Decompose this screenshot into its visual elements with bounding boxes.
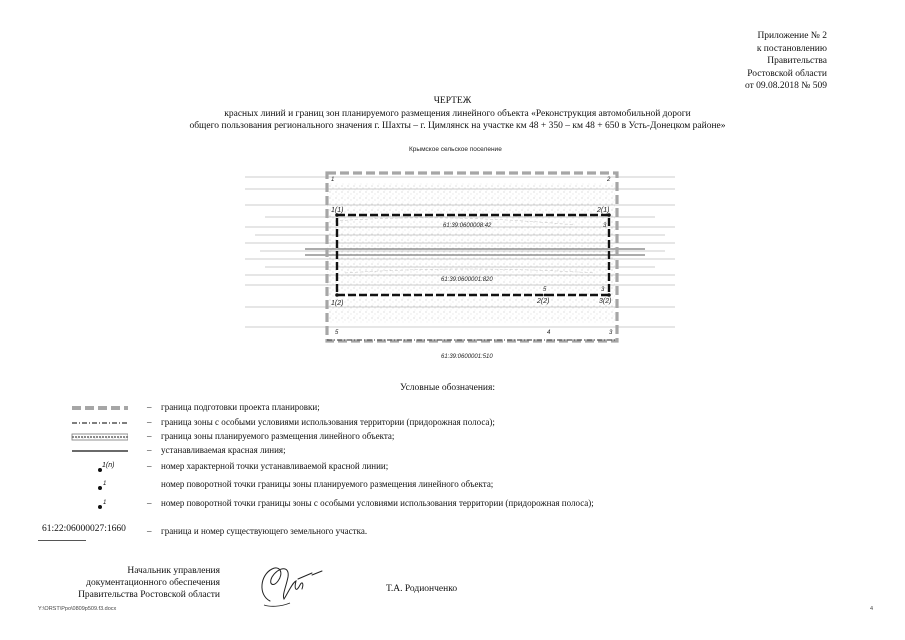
title-line-2: общего пользования регионального значения г. Шахты – г. Цимлянск на участке км 48 + 350 – км 48 + 650 в Усть-Донецком районе» xyxy=(189,121,726,132)
red-point-symbol xyxy=(70,461,128,473)
file-path: Y:\ORST\Ppo\0809p509.f3.docx xyxy=(38,606,117,612)
legend-item: 1(n) – номер характерной точки устанавливаемой красной линии; xyxy=(60,461,820,475)
legend-item: – граница зоны планируемого размещения линейного объекта; xyxy=(60,431,820,445)
red-point-label: 1(1) xyxy=(331,207,344,214)
planning-boundary-symbol xyxy=(70,402,128,414)
legend-item: – граница зоны с особыми условиями использования территории (придорожная полоса); xyxy=(60,417,820,431)
red-point-label: 1(2) xyxy=(331,300,344,307)
plan-drawing xyxy=(245,155,675,370)
signer-position: Начальник управления документационного обеспечения Правительства Ростовской области xyxy=(78,566,220,600)
placement-zone-symbol xyxy=(70,431,128,443)
svg-text:1: 1 xyxy=(103,500,107,506)
appendix-line-3: Правительства xyxy=(767,56,827,67)
roadside-strip-symbol xyxy=(70,417,128,429)
parcel-lower: 61:39:0600001:820 xyxy=(441,277,493,283)
appendix-line-4: Ростовской области xyxy=(747,68,827,79)
document-title xyxy=(0,95,905,133)
red-line-symbol xyxy=(70,445,128,457)
point-label: 3 xyxy=(609,330,613,336)
handwritten-signature xyxy=(250,555,330,611)
legend-item: – граница подготовки проекта планировки; xyxy=(60,402,820,416)
title-line-1: красных линий и границ зон планируемого размещения линейного объекта «Реконструкция автомобильной дороги xyxy=(224,108,691,119)
appendix-line-2: к постановлению xyxy=(756,43,827,54)
settlement-label: Крымское сельское поселение xyxy=(409,146,502,153)
legend-item: – устанавливаемая красная линия; xyxy=(60,445,820,459)
legend-title: Условные обозначения: xyxy=(400,383,496,393)
svg-text:1(n): 1(n) xyxy=(102,462,115,469)
road-corridor-hatch xyxy=(327,183,615,323)
legend-item: 1 номер поворотной точки границы зоны планируемого размещения линейного объекта; xyxy=(60,479,820,493)
legend-item: 1 – номер поворотной точки границы зоны с особыми условиями использования территории (придорожная полоса); xyxy=(60,498,820,512)
parcel-symbol-line xyxy=(38,540,86,541)
point-label: 2 xyxy=(607,177,611,183)
red-point-label: 3(2) xyxy=(599,298,612,305)
parcel-symbol: 61:22:06000027:1660 xyxy=(42,524,126,534)
roadside-point-symbol xyxy=(70,498,128,510)
page-number: 4 xyxy=(870,606,874,612)
signer-name: Т.А. Родионченко xyxy=(386,584,458,594)
point-label: 4 xyxy=(547,330,551,336)
parcel-upper: 61:39:0600008:42 xyxy=(443,223,492,229)
red-point-label: 2(1) xyxy=(597,207,610,214)
appendix-line-5: от 09.08.2018 № 509 xyxy=(745,81,827,92)
red-point-label: 3 xyxy=(603,223,607,229)
zone-point-symbol xyxy=(70,479,128,491)
point-label: 3 xyxy=(601,287,605,293)
point-label: 1 xyxy=(331,177,335,183)
legend-item: 61:22:06000027:1660 – граница и номер существующего земельного участка. xyxy=(60,526,820,540)
appendix-block xyxy=(745,30,827,93)
title-heading: ЧЕРТЕЖ xyxy=(433,96,472,106)
point-label: 5 xyxy=(543,287,547,293)
point-label: 5 xyxy=(335,330,339,336)
parcel-bottom: 61:39:0600001:510 xyxy=(441,354,493,360)
svg-text:1: 1 xyxy=(103,481,107,487)
appendix-line-1: Приложение № 2 xyxy=(757,31,827,41)
red-point-label: 2(2) xyxy=(537,298,550,305)
